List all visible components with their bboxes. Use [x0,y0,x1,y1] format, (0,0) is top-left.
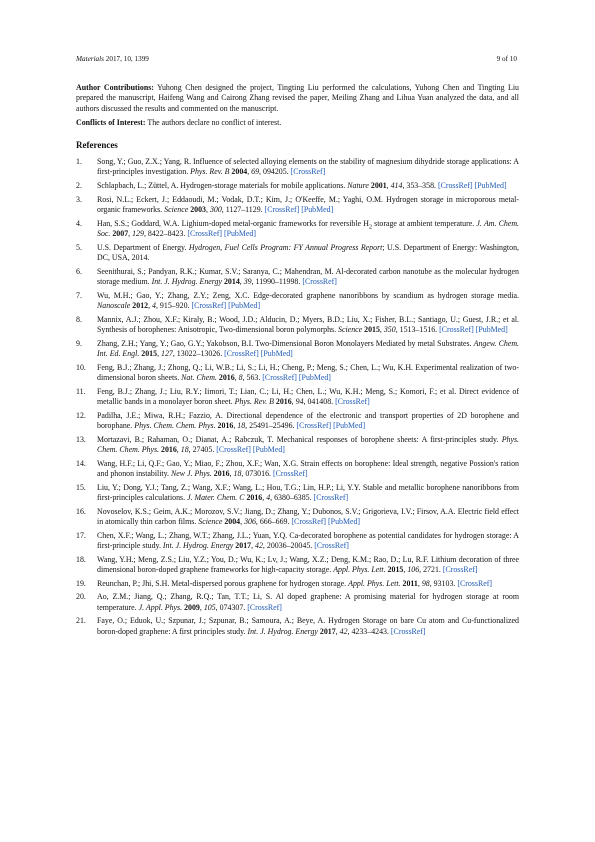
reference-year: 2014 [223,277,240,287]
reference-journal: Nanoscale [97,301,131,311]
reference-year: 2004 [231,167,248,177]
reference-item [76,616,519,637]
reference-text: Song, Y.; Guo, Z.X.; Yang, R. Influence of selected alloying elements on the stability of magnesium dihydride storage applications: A first-principles investigation. [97,157,519,177]
pubmed-link[interactable]: [PubMed] [228,301,261,311]
reference-journal: Int. J. Hydrog. Energy [162,541,234,551]
reference-journal: Science [164,205,189,215]
reference-item [76,411,519,432]
reference-journal: Angew. Chem. Int. Ed. Engl. [97,338,519,359]
reference-item [76,387,519,408]
reference-number: 6. [76,266,82,276]
reference-number: 3. [76,194,82,204]
reference-text: U.S. Department of Energy. [97,242,189,252]
reference-item [76,363,519,384]
reference-item [76,339,519,360]
reference-number: 14. [76,458,86,468]
reference-body: Reunchan, P.; Jhi, S.H. Metal-dispersed porous graphene for hydrogen storage. Appl. Phys. Lett. 2011, 98, 93103. [CrossRef] [97,578,492,588]
pubmed-link[interactable]: [PubMed] [475,325,508,335]
reference-year: 2016 [275,397,292,407]
reference-text: storage at ambient temperature. [371,218,477,228]
reference-text: Reunchan, P.; Jhi, S.H. Metal-dispersed porous graphene for hydrogen storage. [97,578,349,588]
reference-item [76,483,519,504]
reference-number: 13. [76,434,86,444]
reference-year: 2017 [319,626,336,636]
reference-body: Schlapbach, L.; Züttel, A. Hydrogen-storage materials for mobile applications. Nature 2001, 414, 353–358. [CrossRef] [PubMed] [97,181,507,191]
reference-item [76,219,519,240]
reference-body: Chen, X.F.; Wang, L.; Zhang, W.T.; Zhang, J.L.; Yuan, Y.Q. Ca-decorated borophene as potential candidates for hydrogen storage: A first-principle study. Int. J. Hydrog. Energy 2017, 42, 20036–20045. [CrossRef] [97,530,519,551]
reference-body: Song, Y.; Guo, Z.X.; Yang, R. Influence of selected alloying elements on the stability of magnesium dihydride storage applications: A first-principles investigation. Phys. Rev. B 2004, 69, 094205. [CrossRef] [97,157,519,177]
reference-item [76,195,519,216]
reference-year: 2009 [184,602,200,612]
reference-year: 2003 [190,205,206,215]
crossref-link[interactable]: [CrossRef] [216,445,251,455]
reference-journal: New J. Phys. [171,469,212,479]
reference-pages: , 1513–1516. [395,325,440,335]
pubmed-link[interactable]: [PubMed] [223,229,256,239]
reference-number: 21. [76,616,86,626]
reference-year: 2016 [161,445,177,455]
reference-number: 17. [76,530,86,540]
reference-year: 2015 [364,325,380,335]
reference-text: Wu, M.H.; Gao, Y.; Zhang, Z.Y.; Zeng, X.C. Edge-decorated graphene nanoribbons by scandium as hydrogen storage media. [97,290,519,300]
crossref-link[interactable]: [CrossRef] [439,325,474,335]
crossref-link[interactable]: [CrossRef] [224,349,259,359]
reference-journal: Nature [347,181,369,191]
crossref-link[interactable]: [CrossRef] [313,493,349,503]
pubmed-link[interactable]: [PubMed] [333,421,366,431]
pubmed-link[interactable]: [PubMed] [298,373,331,383]
reference-text: Wang, Y.H.; Meng, Z.S.; Liu, Y.Z.; You, D.; Wu, K.; Lv, J.; Wang, X.Z.; Deng, K.M.; Rao, D.; Lu, R.F. Lithium decoration of three dimensional boron-doped graphene frameworks for high-capacity storage. [97,554,519,575]
reference-text: Faye, O.; Eduok, U.; Szpunar, J.; Szpunar, B.; Samoura, A.; Beye, A. Hydrogen Storage on bare Cu atom and Cu-functionalized boron-doped graphene: A first principles study. [97,616,519,636]
reference-volume: 106 [407,565,420,575]
reference-body: Wang, Y.H.; Meng, Z.S.; Liu, Y.Z.; You, D.; Wu, K.; Lv, J.; Wang, X.Z.; Deng, K.M.; Rao, D.; Lu, R.F. Lithium decoration of three dimensional boron-doped graphene frameworks for high-capacity storage. Appl. Phys. Lett. 2015, 106, 2721. [CrossRef] [97,554,519,575]
reference-year: 2004 [224,517,241,527]
reference-number: 4. [76,218,82,228]
reference-body: Seenithurai, S.; Pandyan, R.K.; Kumar, S.V.; Saranya, C.; Mahendran, M. Al-decorated carbon nanotube as the molecular hydrogen storage medium. Int. J. Hydrog. Energy 2014, 39, 11990–11998. [CrossRef] [97,266,519,287]
crossref-link[interactable]: [CrossRef] [302,277,337,287]
reference-text: Han, S.S.; Goddard, W.A. Lighium-doped metal-organic frameworks for reversible H [97,218,369,228]
reference-journal: Int. J. Hydrog. Energy [247,626,318,636]
reference-number: 7. [76,290,82,300]
reference-pages: , 2721. [419,565,443,575]
reference-number: 11. [76,386,86,396]
reference-text: Mannix, A.J.; Zhou, X.F.; Kiraly, B.; Wood, J.D.; Alducin, D.; Myers, B.D.; Liu, X.; Fisher, B.L.; Santiago, U.; Guest, J.R.; et al. Synthesis of borophenes: Anisotropic, Two-dimensional boron polymorphs. [97,314,519,335]
reference-journal: Phys. Chem. Chem. Phys. [97,434,519,455]
crossref-link[interactable]: [CrossRef] [262,373,297,383]
reference-journal: Phys. Chem. Chem. Phys. [134,421,216,431]
reference-journal: J. Am. Chem. Soc. [97,218,519,239]
reference-body: Feng, B.J.; Zhang, J.; Liu, R.Y.; Iimori, T.; Lian, C.; Li, H.; Chen, L.; Wu, K.H.; Meng, S.; Komori, F.; et al. Direct evidence of metallic bands in a monolayer boron sheet. Phys. Rev. B 2016, 94, 041408. [CrossRef] [97,386,519,407]
reference-journal: Int. J. Hydrog. Energy [151,277,222,287]
crossref-link[interactable]: [CrossRef] [187,229,222,239]
crossref-link[interactable]: [CrossRef] [272,469,308,479]
reference-number: 8. [76,314,82,324]
pubmed-link[interactable]: [PubMed] [328,517,361,527]
reference-number: 9. [76,338,82,348]
crossref-link[interactable]: [CrossRef] [296,421,332,431]
reference-volume: 98 [421,578,430,588]
reference-year: 2015 [141,349,158,359]
reference-item [76,243,519,264]
reference-pages: , 563. [242,373,263,383]
reference-volume: 127 [161,349,173,359]
reference-year: 2011 [402,578,418,588]
reference-year: 2016 [213,469,230,479]
reference-body: Padilha, J.E.; Miwa, R.H.; Fazzio, A. Directional dependence of the electronic and transport properties of 2D borophene and borophane. Phys. Chem. Chem. Phys. 2016, 18, 25491–25496. [CrossRef] [PubMed] [97,410,519,431]
crossref-link[interactable]: [CrossRef] [247,602,282,612]
reference-pages: , 094205. [259,167,291,177]
reference-number: 12. [76,410,86,420]
reference-volume: 4 [266,493,271,503]
reference-pages: , 073016. [241,469,273,479]
reference-item [76,435,519,456]
reference-year: 2016 [218,373,235,383]
reference-volume: 350 [383,325,396,335]
reference-volume: 8 [238,373,243,383]
conflicts-of-interest [76,118,519,128]
reference-pages: , 074307. [215,602,248,612]
reference-volume: 69 [251,167,260,177]
reference-year: 2016 [246,493,263,503]
journal-citation [76,55,149,63]
reference-year: 2007 [112,229,129,239]
reference-journal: Hydrogen, Fuel Cells Program: FY Annual Progress Report [188,242,383,252]
reference-text: Zhang, Z.H.; Yang, Y.; Gao, G.Y.; Yakobson, B.I. Two-Dimensional Boron Monolayers Mediated by metal Substrates. [97,338,474,348]
reference-number: 1. [76,157,82,167]
pubmed-link[interactable]: [PubMed] [474,181,507,191]
reference-item [76,181,519,191]
journal-volume-article: , 10, 1399 [120,55,149,63]
reference-text: Wang, H.F.; Li, Q.F.; Gao, Y.; Miao, F.; Zhou, X.F.; Wan, X.G. Strain effects on borophene: Ideal strength, negative Possion's ration and phonon instability. [97,458,519,479]
reference-journal: Phys. Rev. B [190,167,230,177]
reference-volume: 18 [237,421,246,431]
reference-body: Ao, Z.M.; Jiang, Q.; Zhang, R.Q.; Tan, T.T.; Li, S. Al doped graphene: A promising material for hydrogen storage at room temperature. J. Appl. Phys. 2009, 105, 074307. [CrossRef] [97,592,519,612]
reference-pages: , 041408. [303,397,336,407]
author-contributions [76,83,519,114]
reference-volume: 4 [152,301,156,311]
reference-text: Ao, Z.M.; Jiang, Q.; Zhang, R.Q.; Tan, T.T.; Li, S. Al doped graphene: A promising material for hydrogen storage at room temperature. [97,592,519,612]
reference-text: Schlapbach, L.; Züttel, A. Hydrogen-storage materials for mobile applications. [97,181,348,191]
journal-name: Materials [76,55,104,63]
contributions-label: Author Contributions: [76,83,154,92]
crossref-link[interactable]: [CrossRef] [442,565,478,575]
reference-pages: , 20036–20045. [262,541,315,551]
reference-text: Feng, B.J.; Zhang, J.; Zhong, Q.; Li, W.B.; Li, S.; Li, H.; Cheng, P.; Meng, S.; Chen, L.; Wu, K.H. Experimental realization of two-dimensional boron sheets. [97,362,519,383]
reference-volume: 306 [244,517,256,527]
reference-body: Wang, H.F.; Li, Q.F.; Gao, Y.; Miao, F.; Zhou, X.F.; Wan, X.G. Strain effects on borophene: Ideal strength, negative Possion's ration and phonon instability. New J. Phys. 2016, 18, 073016. [CrossRef] [97,458,519,479]
reference-journal: Phys. Rev. B [234,397,274,407]
reference-journal: J. Mater. Chem. C [187,493,245,503]
crossref-link[interactable]: [CrossRef] [291,517,327,527]
reference-body [97,243,519,262]
reference-body: Liu, Y.; Dong, Y.J.; Tang, Z.; Wang, X.F.; Wang, L.; Hou, T.G.; Lin, H.P.; Li, Y.Y. Stable and metallic borophene nanoribbons from first-principles calculations. J. Mater. Chem. C 2016, 4, 6380–6385. [CrossRef] [97,482,519,503]
reference-body: Rosi, N.L.; Eckert, J.; Eddaoudi, M.; Vodak, D.T.; Kim, J.; O'Keeffe, M.; Yaghi, O.M. Hydrogen storage in microporous metal-organic frameworks. Science 2003, 300, 1127–1129. [CrossRef] [PubMed] [97,194,519,215]
reference-pages: , 27405. [188,445,217,455]
reference-body: Wu, M.H.; Gao, Y.; Zhang, Z.Y.; Zeng, X.C. Edge-decorated graphene nanoribbons by scandium as hydrogen storage media. Nanoscale 2012, 4, 915–920. [CrossRef] [PubMed] [97,290,519,311]
reference-pages: , 25491–25496. [245,421,297,431]
reference-year: 2016 [217,421,234,431]
reference-list [76,157,519,637]
reference-pages: , 915–920. [155,301,192,311]
reference-volume: 300 [209,205,222,215]
crossref-link[interactable]: [CrossRef] [457,578,492,588]
reference-item [76,267,519,288]
reference-number: 20. [76,592,86,602]
conflicts-text: The authors declare no conflict of interest. [145,118,282,128]
contributions-text: Yuhong Chen designed the project, Tingting Liu performed the calculations, Yuhong Chen and Tingting Liu prepared the manuscript, Haifeng Wang and Cairong Zhang revised the paper, Meiling Zhang and Lihua Yuan analyzed the data, and all authors discussed the results and commented on the manuscript. [76,83,519,113]
reference-journal: Appl. Phys. Lett. [333,565,386,575]
reference-text: Seenithurai, S.; Pandyan, R.K.; Kumar, S.V.; Saranya, C.; Mahendran, M. Al-decorated carbon nanotube as the molecular hydrogen storage medium. [97,266,519,287]
page-number: 9 of 10 [496,55,517,63]
crossref-link[interactable]: [CrossRef] [290,167,326,177]
reference-body: Zhang, Z.H.; Yang, Y.; Gao, G.Y.; Yakobson, B.I. Two-Dimensional Boron Monolayers Mediated by metal Substrates. Angew. Chem. Int. Ed. Engl. 2015, 127, 13022–13026. [CrossRef] [PubMed] [97,338,519,359]
crossref-link[interactable]: [CrossRef] [437,181,473,191]
reference-item [76,315,519,336]
reference-year: 2017 [235,541,252,551]
reference-journal: J. Appl. Phys. [138,602,183,612]
reference-number: 19. [76,578,86,588]
journal-year: 2017 [105,55,121,63]
crossref-link[interactable]: [CrossRef] [314,541,349,551]
reference-volume: 94 [295,397,304,407]
reference-item [76,459,519,480]
reference-text: Mortazavi, B.; Rahaman, O.; Dianat, A.; Rabczuk, T. Mechanical responses of borophene sheets: A first-principles study. [97,434,502,444]
reference-pages: , 93103. [429,578,458,588]
reference-journal: Nat. Chem. [181,373,217,383]
reference-subscript: 2 [368,224,372,231]
reference-text: Rosi, N.L.; Eckert, J.; Eddaoudi, M.; Vodak, D.T.; Kim, J.; O'Keeffe, M.; Yaghi, O.M. Hydrogen storage in microporous metal-organic frameworks. [97,194,519,215]
reference-item [76,157,519,178]
reference-item [76,291,519,312]
reference-pages: ; U.S. Department of Energy: Washington, DC, USA, 2014. [97,242,519,263]
crossref-link[interactable]: [CrossRef] [335,397,370,407]
page-body [76,83,519,640]
reference-number: 18. [76,554,86,564]
reference-journal: Science [338,325,363,335]
reference-text: Liu, Y.; Dong, Y.J.; Tang, Z.; Wang, X.F.; Wang, L.; Hou, T.G.; Lin, H.P.; Li, Y.Y. Stable and metallic borophene nanoribbons from first-principles calculations. [97,482,519,503]
reference-body: Feng, B.J.; Zhang, J.; Zhong, Q.; Li, W.B.; Li, S.; Li, H.; Cheng, P.; Meng, S.; Chen, L.; Wu, K.H. Experimental realization of two-dimensional boron sheets. Nat. Chem. 2016, 8, 563. [CrossRef] [PubMed] [97,362,519,383]
reference-number: 15. [76,482,86,492]
page-header [76,55,517,67]
reference-journal: Science [198,517,223,527]
crossref-link[interactable]: [CrossRef] [191,301,227,311]
conflicts-label: Conflicts of Interest: [76,118,146,128]
reference-text: Chen, X.F.; Wang, L.; Zhang, W.T.; Zhang, J.L.; Yuan, Y.Q. Ca-decorated borophene as potential candidates for hydrogen storage: A first-principle study. [97,530,519,551]
reference-pages: , 13022–13026. [172,349,225,359]
reference-pages: , 353–358. [402,181,438,191]
reference-item [76,507,519,528]
reference-body: Mortazavi, B.; Rahaman, O.; Dianat, A.; Rabczuk, T. Mechanical responses of borophene sheets: A first-principles study. Phys. Chem. Chem. Phys. 2016, 18, 27405. [CrossRef] [PubMed] [97,434,519,455]
reference-volume: 42 [255,541,263,551]
reference-item [76,592,519,613]
reference-item [76,579,519,589]
reference-body: Mannix, A.J.; Zhou, X.F.; Kiraly, B.; Wood, J.D.; Alducin, D.; Myers, B.D.; Liu, X.; Fisher, B.L.; Santiago, U.; Guest, J.R.; et al. Synthesis of borophenes: Anisotropic, Two-dimensional boron polymorphs. Science 2015, 350, 1513–1516. [CrossRef] [PubMed] [97,314,519,335]
reference-volume: 42 [339,626,348,636]
reference-text: Novoselov, K.S.; Geim, A.K.; Morozov, S.V.; Jiang, D.; Zhang, Y.; Dubonos, S.V.; Grigorieva, I.V.; Firsov, A.A. Electric field effect in atomically thin carbon films. [97,506,519,527]
reference-volume: 18 [233,469,242,479]
reference-number: 2. [76,181,82,191]
reference-volume: 414 [390,181,403,191]
reference-pages: , 666–669. [255,517,292,527]
reference-pages: , 8422–8423. [143,229,188,239]
reference-body: Faye, O.; Eduok, U.; Szpunar, J.; Szpunar, B.; Samoura, A.; Beye, A. Hydrogen Storage on bare Cu atom and Cu-functionalized boron-doped graphene: A first principles study. Int. J. Hydrog. Energy 2017, 42, 4233–4243. [CrossRef] [97,616,519,636]
reference-year: 2012 [132,301,149,311]
reference-pages: , 4233–4243. [347,626,391,636]
reference-body: Novoselov, K.S.; Geim, A.K.; Morozov, S.V.; Jiang, D.; Zhang, Y.; Dubonos, S.V.; Grigorieva, I.V.; Firsov, A.A. Electric field effect in atomically thin carbon films. Science 2004, 306, 666–669. [CrossRef] [PubMed] [97,506,519,527]
reference-volume: 129 [132,229,144,239]
crossref-link[interactable]: [CrossRef] [264,205,300,215]
pubmed-link[interactable]: [PubMed] [260,349,293,359]
pubmed-link[interactable]: [PubMed] [301,205,334,215]
reference-item [76,531,519,552]
references-heading: References [76,139,118,150]
reference-pages: , 1127–1129. [221,205,265,215]
reference-journal: Appl. Phys. Lett. [348,578,401,588]
reference-text: Feng, B.J.; Zhang, J.; Liu, R.Y.; Iimori, T.; Lian, C.; Li, H.; Chen, L.; Wu, K.H.; Meng, S.; Komori, F.; et al. Direct evidence of metallic bands in a monolayer boron sheet. [97,386,519,407]
crossref-link[interactable]: [CrossRef] [390,626,426,636]
reference-text: Padilha, J.E.; Miwa, R.H.; Fazzio, A. Directional dependence of the electronic and transport properties of 2D borophene and borophane. [97,410,519,431]
reference-item [76,555,519,576]
reference-pages: , 6380–6385. [270,493,314,503]
reference-body: Han, S.S.; Goddard, W.A. Lighium-doped metal-organic frameworks for reversible $H_2$ storage at ambient temperature. J. Am. Chem. Soc. 2007, 129, 8422–8423. [CrossRef] [PubMed] [97,218,519,239]
reference-volume: 18 [180,445,189,455]
reference-pages: , 11990–11998. [251,277,303,287]
reference-year: 2001 [370,181,387,191]
reference-volume: 105 [203,602,216,612]
reference-number: 5. [76,242,82,252]
reference-year: 2015 [387,565,404,575]
reference-number: 16. [76,506,86,516]
reference-number: 10. [76,362,86,372]
pubmed-link[interactable]: [PubMed] [252,445,285,455]
reference-volume: 39 [243,277,252,287]
